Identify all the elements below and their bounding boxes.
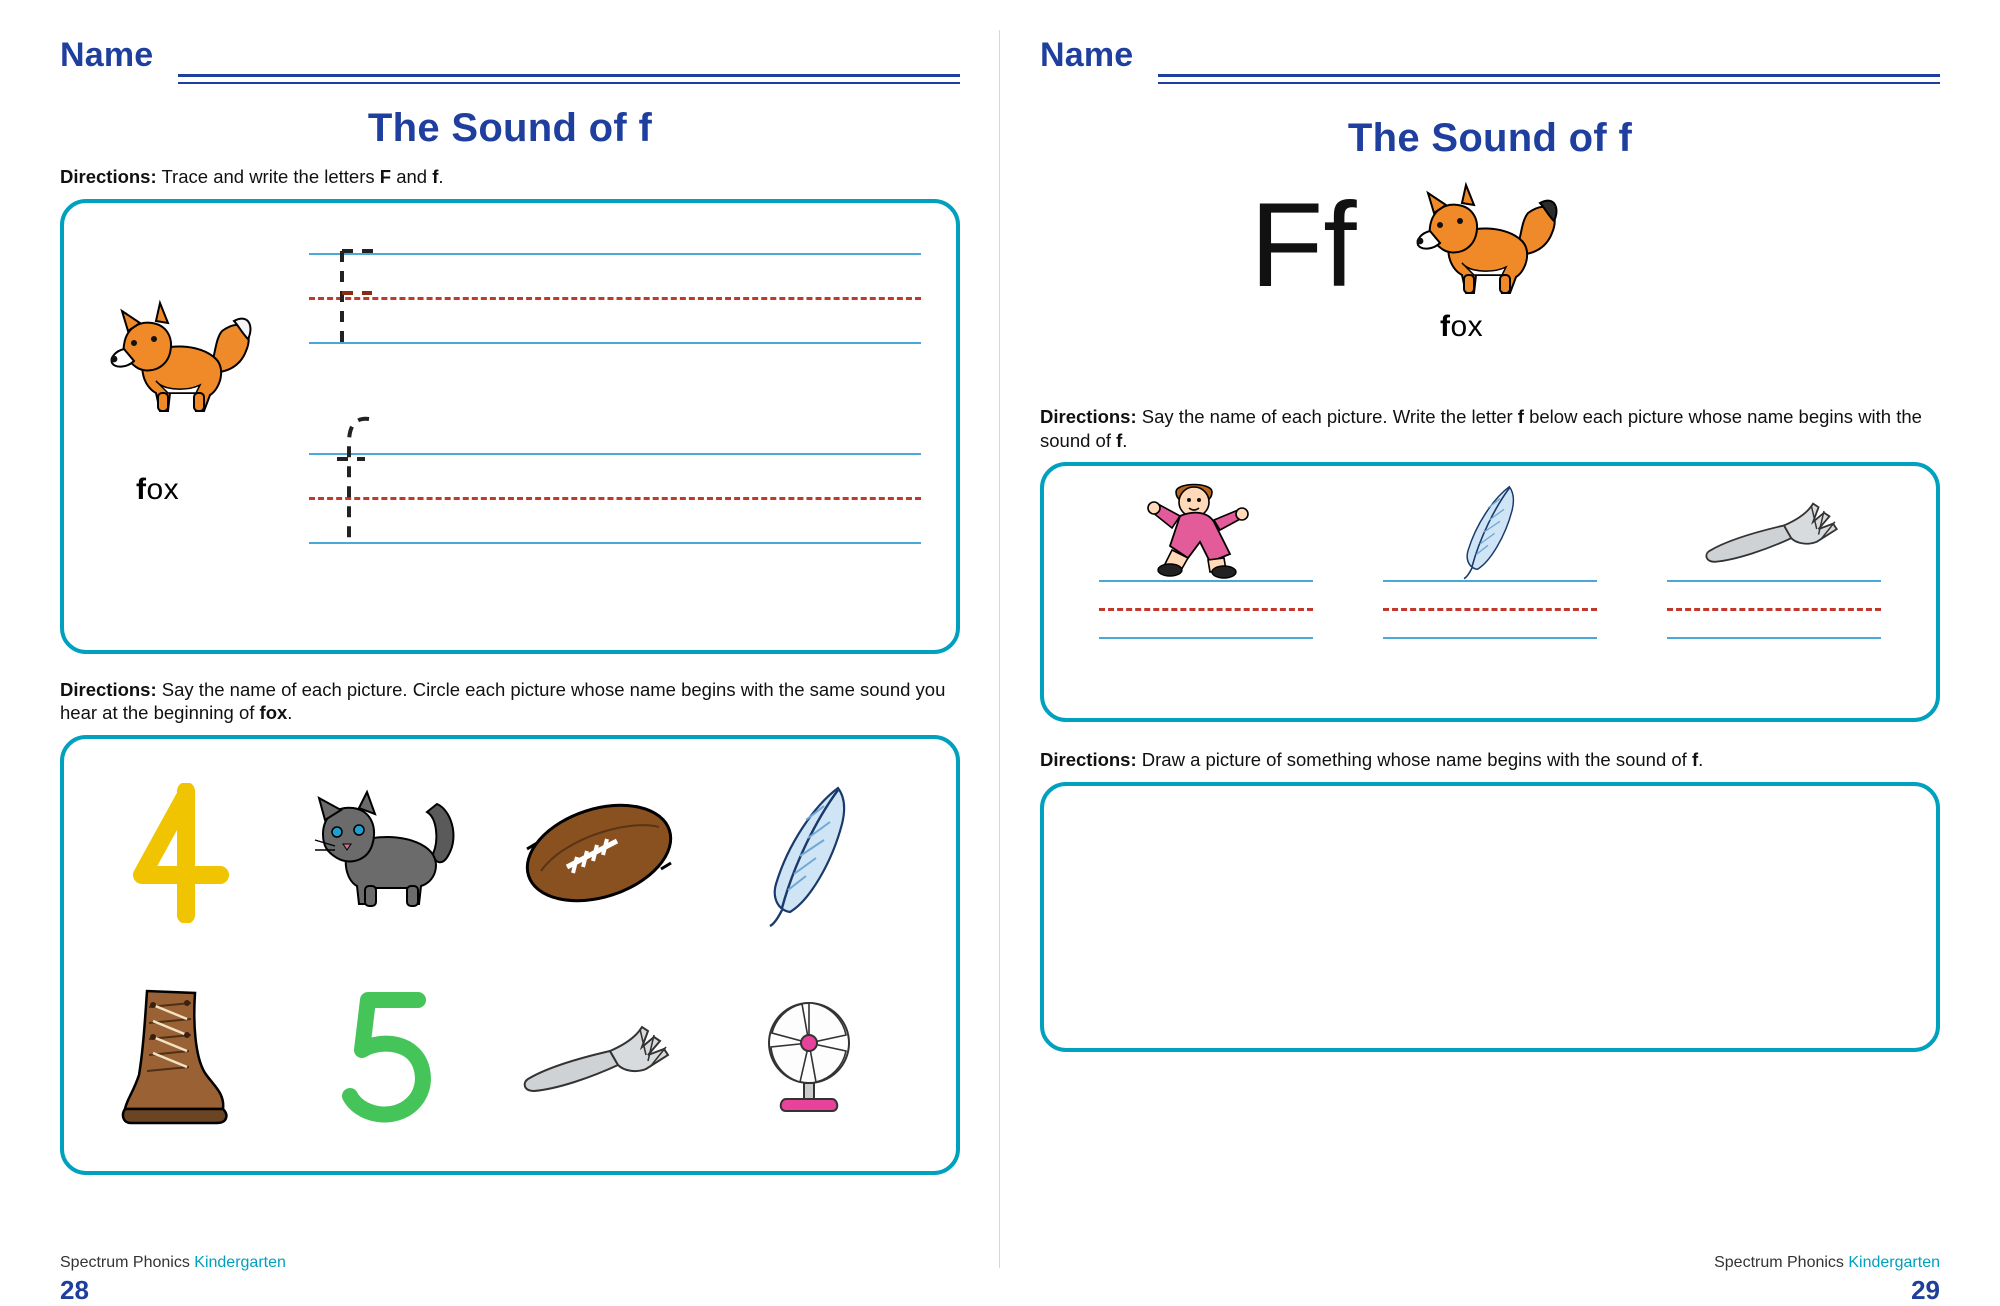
picture-cell-five[interactable] — [284, 953, 494, 1158]
trace-letter-F-ghost — [334, 247, 380, 343]
write-line-dashed-3 — [1667, 608, 1881, 611]
page-number-right: 29 — [1911, 1275, 1940, 1305]
directions-period-2: . — [287, 702, 293, 724]
directions-mid-right-1: below each picture whose name begins with the sound of — [1040, 406, 1922, 451]
write-line-bottom-1 — [1099, 637, 1313, 639]
fork-icon-right — [1694, 480, 1854, 580]
write-cell-fork[interactable] — [1649, 480, 1899, 639]
fox-word-initial-right: f — [1440, 310, 1451, 343]
name-field-row — [60, 30, 960, 94]
fan-icon — [754, 991, 864, 1121]
picture-grid — [64, 739, 956, 1172]
writing-line-bottom-2 — [309, 542, 921, 544]
letter-pair-Ff: Ff — [1250, 178, 1357, 312]
footer-grade-right: Kindergarten — [1848, 1254, 1940, 1271]
write-cell-doll[interactable] — [1081, 480, 1331, 639]
boot-icon — [109, 981, 249, 1131]
write-line-dashed-1 — [1099, 608, 1313, 611]
directions-keyword-fox: fox — [259, 702, 288, 724]
directions-letter-f-3: f — [1691, 749, 1699, 771]
picture-cell-feather[interactable] — [704, 753, 914, 953]
directions-text-2: Say the name of each picture. Circle each picture whose name begins with the same sound you hear at the beginning of — [60, 678, 946, 724]
writing-line-top-2 — [309, 453, 921, 455]
directions-period-right-2: . — [1698, 749, 1704, 771]
letter-uppercase-f: F — [379, 166, 392, 187]
directions-trace — [60, 165, 960, 189]
directions-text-right-1: Say the name of each picture. Write the letter — [1136, 406, 1518, 427]
directions-write-letter — [1040, 405, 1940, 452]
name-field-row-right — [1040, 30, 1940, 94]
directions-period: . — [438, 166, 444, 187]
write-lines-doll[interactable] — [1081, 580, 1331, 639]
name-label-right: Name — [1040, 36, 1134, 74]
footer-right — [1714, 1254, 1940, 1305]
write-line-bottom-3 — [1667, 637, 1881, 639]
footer-title: Spectrum Phonics — [60, 1254, 195, 1271]
directions-label: Directions: — [60, 166, 157, 187]
fox-word-rest: ox — [146, 472, 180, 506]
name-write-line-right[interactable] — [1158, 74, 1940, 77]
directions-period-right-1: . — [1122, 429, 1128, 451]
directions-label-right-1: Directions: — [1040, 406, 1137, 427]
directions-label-right-2: Directions: — [1040, 749, 1137, 771]
directions-circle-pictures — [60, 678, 960, 725]
directions-text: Trace and write the letters — [156, 166, 380, 187]
picture-cell-fork[interactable] — [494, 953, 704, 1158]
fox-word-label-right — [1440, 310, 1483, 344]
name-write-line-right-secondary — [1158, 82, 1940, 84]
directions-conjunction: and — [391, 166, 433, 187]
picture-cell-fan[interactable] — [704, 953, 914, 1158]
write-line-bottom-2 — [1383, 637, 1597, 639]
fox-illustration — [104, 293, 254, 423]
feather-icon-right — [1440, 480, 1540, 580]
letter-lowercase-f: f — [432, 166, 439, 187]
directions-letter-f-2: f — [1116, 429, 1123, 451]
write-line-top-3 — [1667, 580, 1881, 582]
directions-draw-picture — [1040, 748, 1940, 772]
drawing-activity-box[interactable] — [1040, 782, 1940, 1052]
lowercase-writing-lines[interactable] — [309, 453, 921, 544]
feather-icon — [754, 778, 864, 928]
directions-letter-f-1: f — [1517, 406, 1524, 427]
name-write-line[interactable] — [178, 74, 960, 77]
footer-left — [60, 1254, 286, 1305]
cat-icon — [309, 788, 469, 918]
writing-line-middle-dashed — [309, 297, 921, 300]
write-line-top-1 — [1099, 580, 1313, 582]
write-picture-row — [1044, 466, 1936, 639]
fork-icon — [514, 1001, 684, 1111]
picture-cell-boot[interactable] — [74, 953, 284, 1158]
write-cell-feather[interactable] — [1365, 480, 1615, 639]
football-icon — [519, 793, 679, 913]
fox-word-label — [136, 473, 179, 507]
right-page — [1000, 0, 2000, 1305]
fox-illustration-right — [1410, 175, 1560, 305]
trace-letter-f-ghost — [335, 413, 385, 543]
uppercase-writing-lines[interactable] — [309, 253, 921, 344]
page-title: The Sound of f — [367, 106, 653, 150]
footer-grade: Kindergarten — [194, 1254, 286, 1271]
write-line-top-2 — [1383, 580, 1597, 582]
letter-example-row — [1040, 175, 1940, 405]
directions-label-2: Directions: — [60, 678, 157, 700]
writing-line-top — [309, 253, 921, 255]
picture-cell-football[interactable] — [494, 753, 704, 953]
doll-icon — [1146, 480, 1266, 580]
write-line-dashed-2 — [1383, 608, 1597, 611]
name-label: Name — [60, 36, 154, 74]
write-lines-feather[interactable] — [1365, 580, 1615, 639]
directions-text-right-2: Draw a picture of something whose name begins with the sound of — [1136, 749, 1692, 771]
write-lines-fork[interactable] — [1649, 580, 1899, 639]
left-page — [0, 0, 1000, 1305]
fox-word-rest-right: ox — [1450, 310, 1484, 343]
page-title-right: The Sound of f — [1347, 116, 1633, 160]
writing-line-middle-dashed-2 — [309, 497, 921, 500]
footer-title-right: Spectrum Phonics — [1714, 1254, 1849, 1271]
fox-word-initial: f — [136, 472, 147, 506]
writing-line-bottom — [309, 342, 921, 344]
five-numeral-icon — [334, 986, 444, 1126]
four-numeral-icon — [124, 783, 234, 923]
picture-selection-box[interactable] — [60, 735, 960, 1175]
tracing-activity-box[interactable] — [60, 199, 960, 654]
picture-cell-four[interactable] — [74, 753, 284, 953]
picture-cell-cat[interactable] — [284, 753, 494, 953]
name-write-line-secondary — [178, 82, 960, 84]
write-letter-activity-box[interactable] — [1040, 462, 1940, 722]
page-number-left: 28 — [60, 1275, 89, 1305]
